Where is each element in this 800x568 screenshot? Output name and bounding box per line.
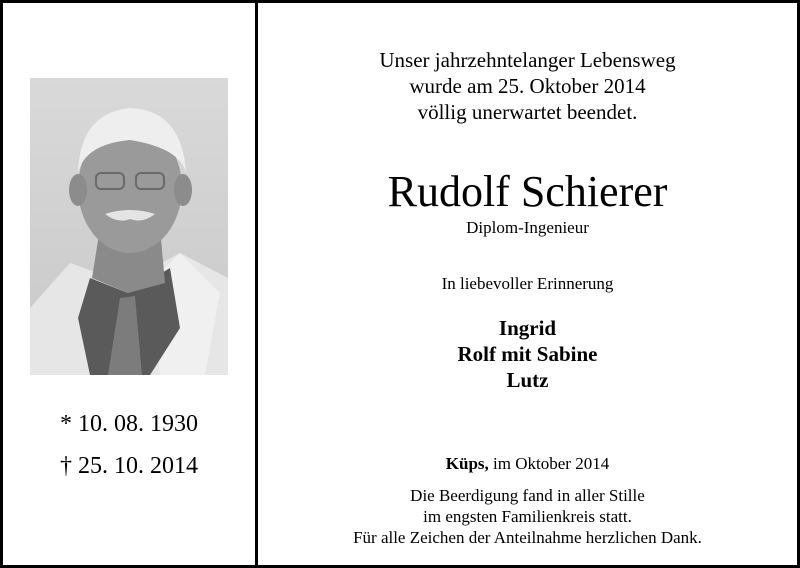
family-member: Ingrid bbox=[498, 316, 557, 340]
intro-line: wurde am 25. Oktober 2014 bbox=[409, 74, 646, 98]
portrait-photo bbox=[30, 78, 228, 375]
place-town: Küps, bbox=[445, 454, 489, 473]
family-member: Lutz bbox=[506, 368, 549, 392]
closing-line: im engsten Familienkreis statt. bbox=[423, 507, 632, 526]
intro-line: völlig unerwartet beendet. bbox=[417, 100, 638, 124]
place-date bbox=[258, 453, 797, 475]
closing-line: Die Beerdigung fand in aller Stille bbox=[410, 486, 645, 505]
family-member: Rolf mit Sabine bbox=[457, 342, 598, 366]
death-date: † 25. 10. 2014 bbox=[60, 453, 198, 479]
birth-date: * 10. 08. 1930 bbox=[60, 411, 198, 437]
intro-line: Unser jahrzehntelanger Lebensweg bbox=[379, 48, 676, 72]
life-dates bbox=[3, 403, 255, 487]
closing-text bbox=[258, 485, 797, 548]
place-date-text: im Oktober 2014 bbox=[488, 454, 610, 473]
deceased-name: Rudolf Schierer bbox=[387, 167, 668, 216]
closing-line: Für alle Zeichen der Anteilnahme herzlichen Dank. bbox=[353, 528, 702, 547]
memory-text: In liebevoller Erinnerung bbox=[441, 274, 614, 293]
family-names bbox=[258, 315, 797, 393]
intro-text bbox=[258, 47, 797, 125]
deceased-title: Diplom-Ingenieur bbox=[466, 218, 589, 237]
